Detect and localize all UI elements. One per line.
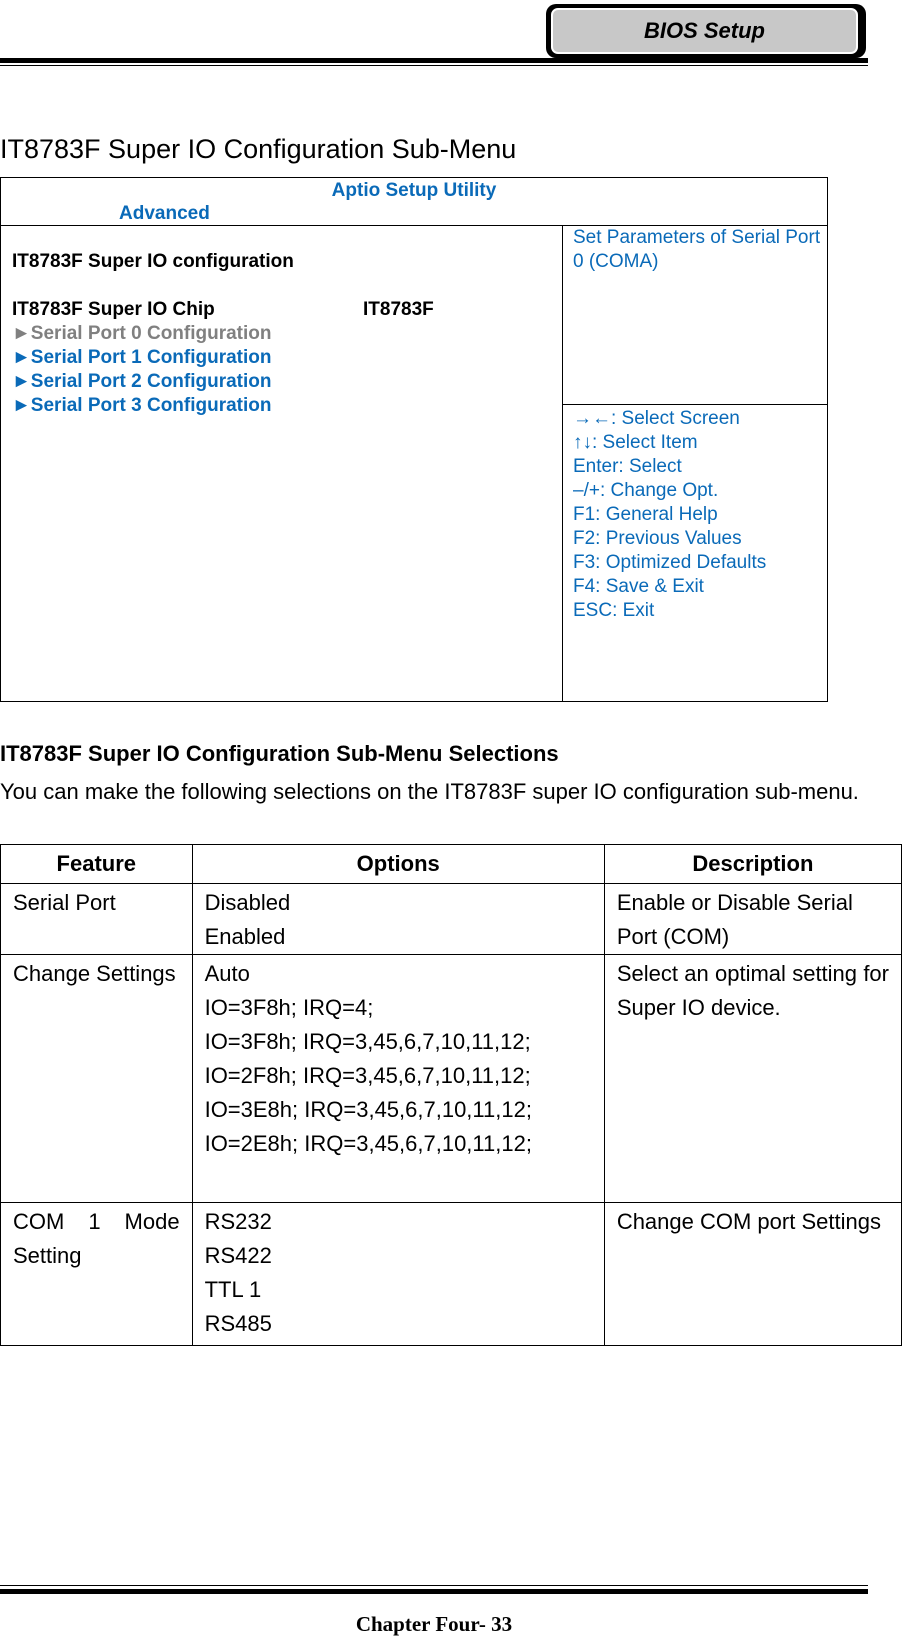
table-row xyxy=(1,884,902,955)
header-feature: Feature xyxy=(1,845,193,884)
key-hint: F3: Optimized Defaults xyxy=(573,552,767,573)
page-footer: Chapter Four- 33 xyxy=(355,1612,513,1636)
menu-item-serial-port-0[interactable]: ►Serial Port 0 Configuration xyxy=(12,323,272,344)
menu-item-serial-port-1[interactable]: ►Serial Port 1 Configuration xyxy=(12,347,272,368)
section-title: IT8783F Super IO Configuration Sub-Menu Selections xyxy=(0,741,559,766)
header-options: Options xyxy=(192,845,604,884)
bios-help-text: Set Parameters of Serial Port 0 (COMA) xyxy=(573,227,821,272)
option-item: IO=2E8h; IRQ=3,45,6,7,10,11,12; xyxy=(204,1131,532,1156)
tab-advanced[interactable]: Advanced xyxy=(119,203,210,224)
bios-menu-panel xyxy=(12,250,434,418)
bios-divider-horizontal xyxy=(562,404,827,405)
header-rule xyxy=(0,58,868,63)
option-item: Auto xyxy=(204,961,250,986)
option-item: RS485 xyxy=(204,1311,272,1336)
table-header-row xyxy=(1,845,902,884)
key-hint: ESC: Exit xyxy=(573,600,655,621)
key-hint: F1: General Help xyxy=(573,504,718,525)
key-hint: F4: Save & Exit xyxy=(573,576,704,597)
header-tab-label: BIOS Setup xyxy=(551,8,858,54)
options-cell xyxy=(193,884,604,954)
page-title: IT8783F Super IO Configuration Sub-Menu xyxy=(0,134,517,164)
bios-key-legend xyxy=(573,407,766,623)
key-hint: Enter: Select xyxy=(573,456,682,477)
bios-screen xyxy=(0,177,828,702)
section-intro: You can make the following selections on the IT8783F super IO configuration sub-menu. xyxy=(0,779,859,804)
description-cell: Change COM port Settings xyxy=(616,1209,881,1234)
table-row xyxy=(1,955,902,1203)
key-hint: F2: Previous Values xyxy=(573,528,742,549)
option-item: TTL 1 xyxy=(204,1277,262,1302)
header-rule-thin xyxy=(0,65,868,66)
option-item: RS422 xyxy=(204,1243,272,1268)
description-cell: Enable or Disable Serial Port (COM) xyxy=(616,890,853,949)
bios-title-bar xyxy=(1,178,827,226)
description-cell: Select an optimal setting for Super IO device. xyxy=(616,961,889,1020)
feature-cell: COM 1 Mode Setting xyxy=(13,1209,180,1268)
option-item: Disabled xyxy=(204,890,291,915)
options-cell xyxy=(193,1203,604,1341)
option-item: RS232 xyxy=(204,1209,272,1234)
option-item: IO=3F8h; IRQ=3,45,6,7,10,11,12; xyxy=(204,1029,531,1054)
menu-item-serial-port-2[interactable]: ►Serial Port 2 Configuration xyxy=(12,371,272,392)
option-item: IO=2F8h; IRQ=3,45,6,7,10,11,12; xyxy=(204,1063,531,1088)
key-hint: ↑↓: Select Item xyxy=(573,432,698,453)
options-cell xyxy=(193,955,604,1161)
chip-value: IT8783F xyxy=(363,299,434,320)
bios-utility-title: Aptio Setup Utility xyxy=(331,180,497,201)
option-item: Enabled xyxy=(204,924,286,949)
option-item: IO=3E8h; IRQ=3,45,6,7,10,11,12; xyxy=(204,1097,532,1122)
key-hint: –/+: Change Opt. xyxy=(573,480,719,501)
option-item: IO=3F8h; IRQ=4; xyxy=(204,995,374,1020)
key-hint: →←: Select Screen xyxy=(573,408,740,429)
footer-rule xyxy=(0,1589,868,1594)
bios-menu-title: IT8783F Super IO configuration xyxy=(12,251,294,272)
selections-table xyxy=(0,844,902,1346)
bios-divider-vertical xyxy=(562,225,563,702)
footer-rule-thin xyxy=(0,1585,868,1586)
menu-item-serial-port-3[interactable]: ►Serial Port 3 Configuration xyxy=(12,395,272,416)
chip-row xyxy=(12,298,434,322)
chip-label: IT8783F Super IO Chip xyxy=(12,299,215,320)
header-description: Description xyxy=(604,845,901,884)
table-row xyxy=(1,1203,902,1346)
feature-cell: Serial Port xyxy=(13,890,116,915)
feature-cell: Change Settings xyxy=(13,961,176,986)
